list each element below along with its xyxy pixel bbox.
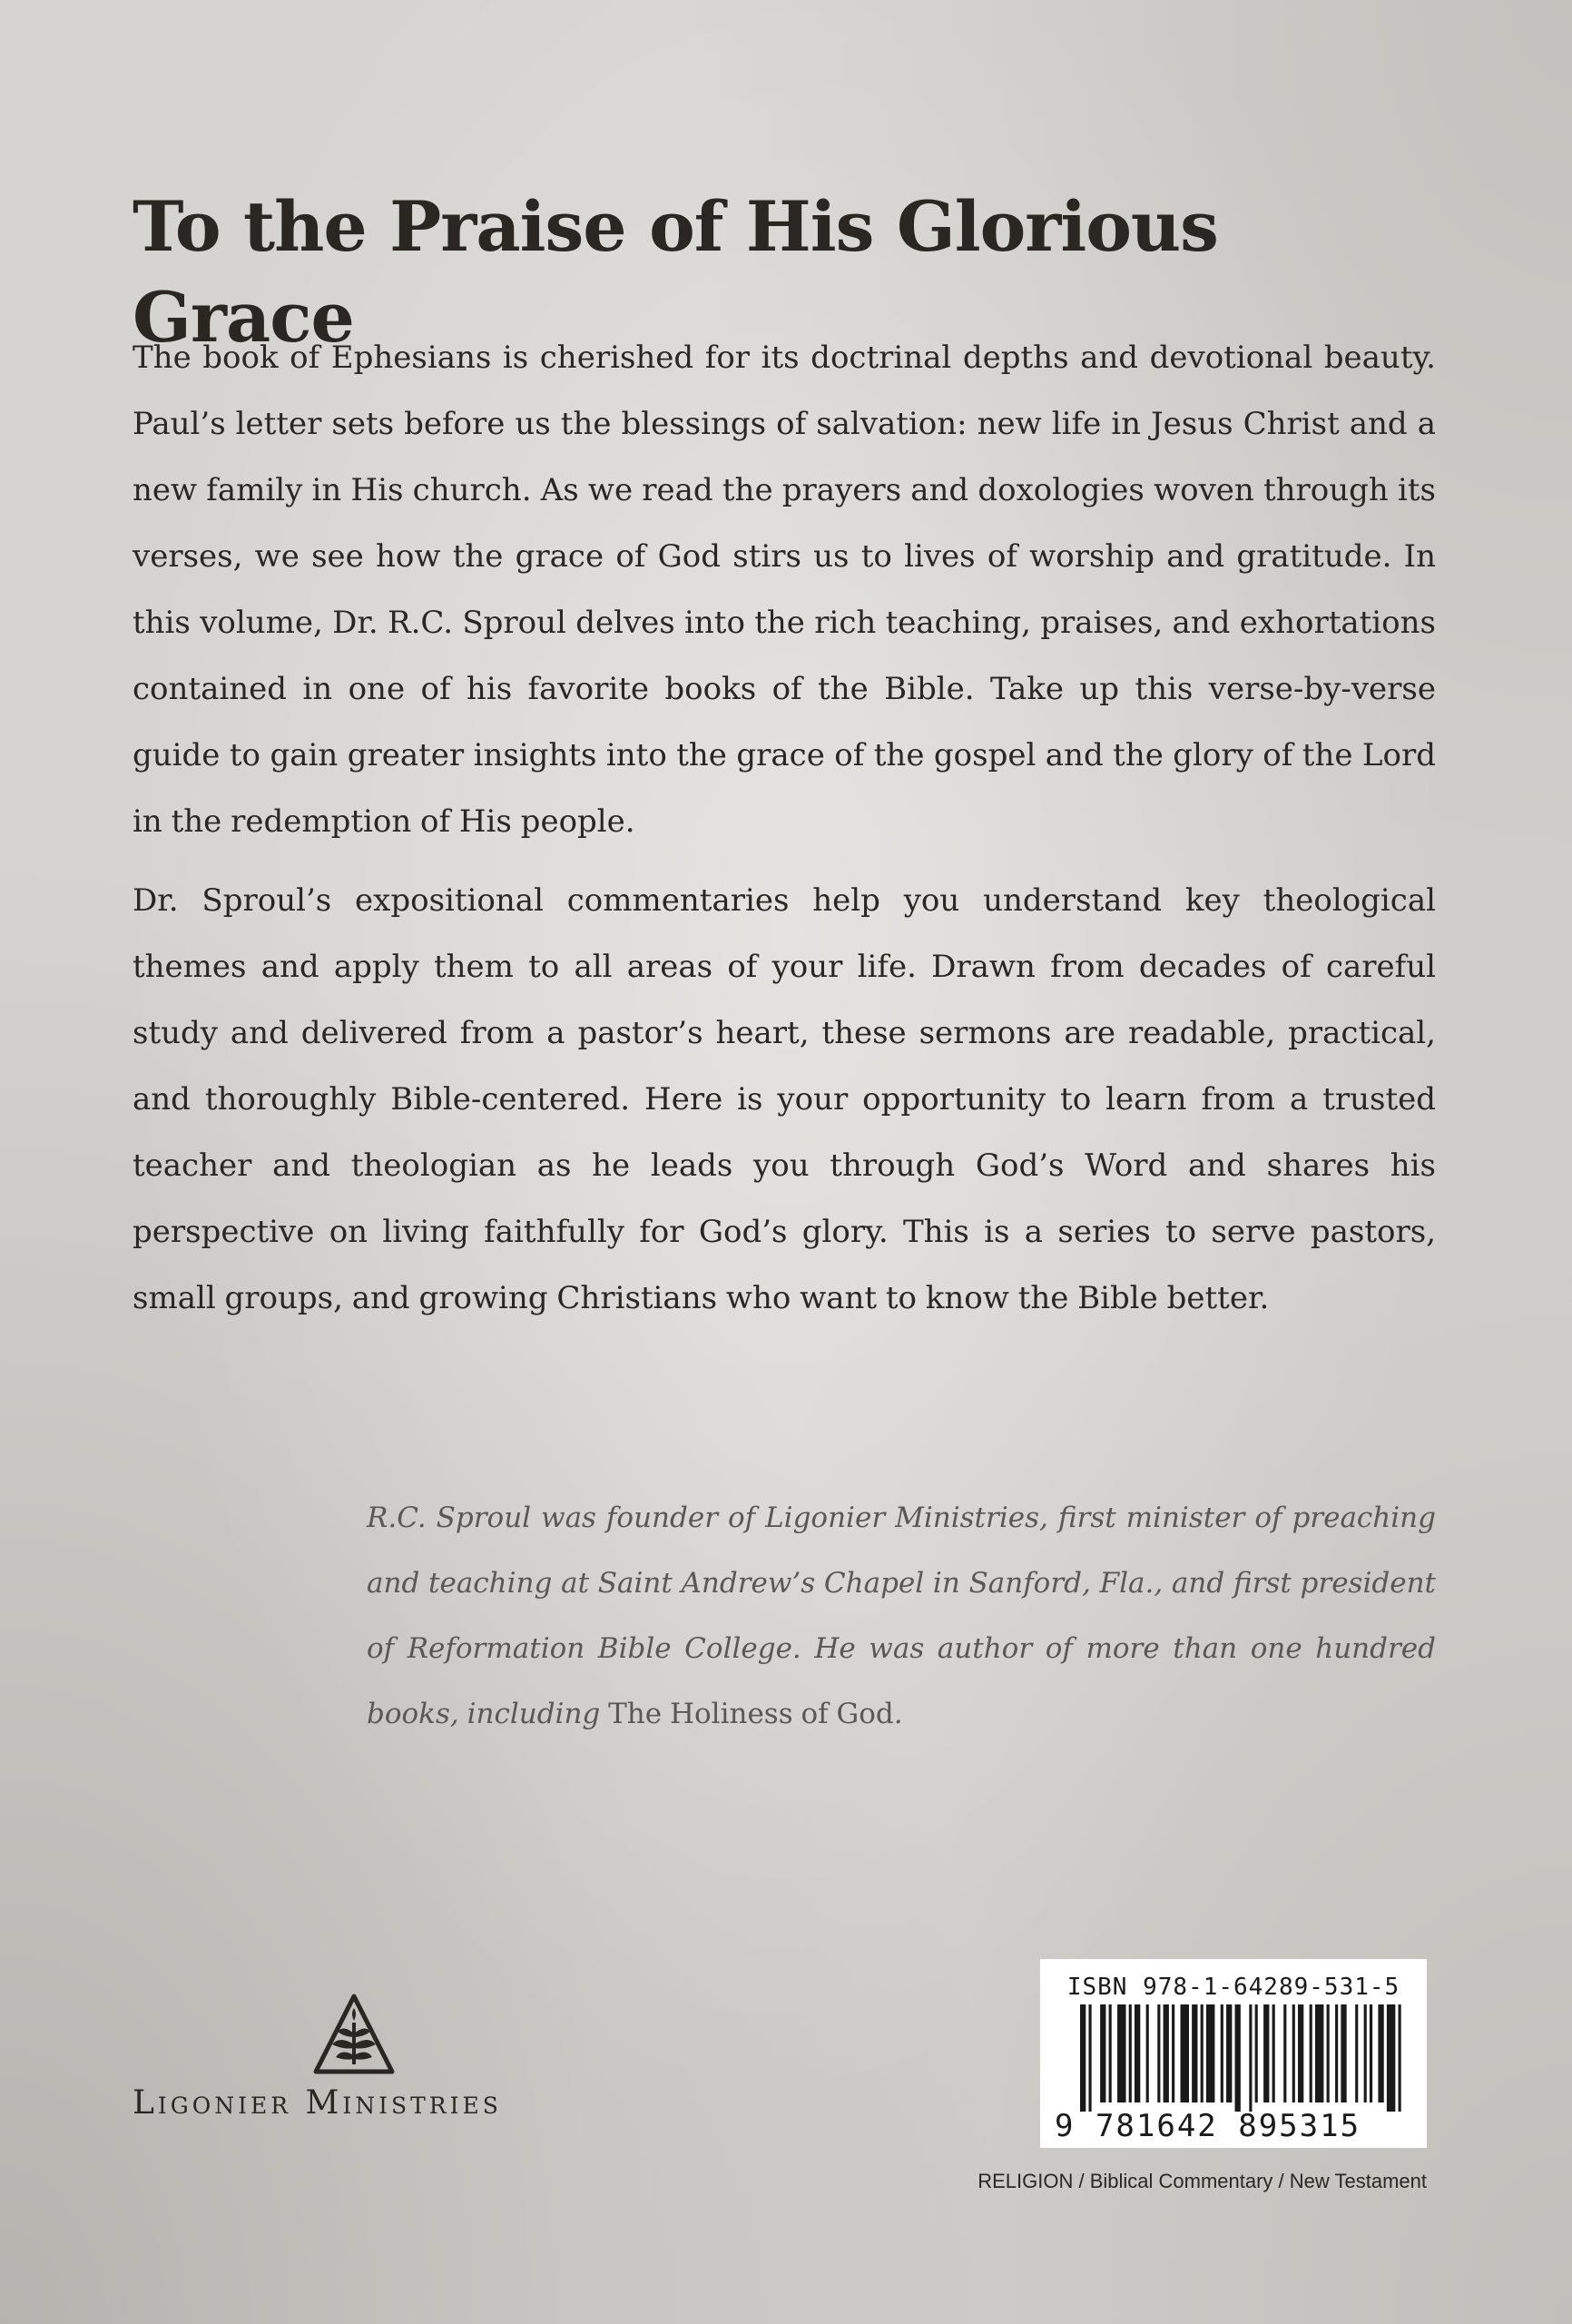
barcode-bar	[1100, 2004, 1105, 2102]
barcode-bar	[1315, 2004, 1323, 2102]
barcode-bar	[1129, 2004, 1132, 2102]
barcode-bar	[1164, 2004, 1169, 2102]
barcode-bar	[1327, 2004, 1330, 2102]
barcode-bar	[1201, 2004, 1204, 2102]
barcode-bar	[1283, 2004, 1286, 2102]
author-book-title: The Holiness of God	[608, 1698, 894, 1730]
publisher-name: Ligonier Ministries	[133, 2084, 502, 2122]
isbn-barcode	[1040, 1959, 1427, 2148]
ligonier-tree-icon	[310, 1994, 398, 2075]
author-bio-end: .	[893, 1698, 903, 1730]
barcode-bar	[1263, 2004, 1269, 2102]
barcode-bar	[1335, 2004, 1338, 2102]
barcode-bar	[1292, 2004, 1295, 2102]
barcode-bar	[1255, 2004, 1258, 2102]
barcode-bar	[1249, 2004, 1252, 2112]
publisher-logo	[133, 1994, 604, 2130]
barcode-bar	[1221, 2004, 1223, 2102]
barcode-bar	[1135, 2004, 1140, 2102]
barcode-bar	[1117, 2004, 1125, 2102]
barcode-bar	[1387, 2004, 1395, 2112]
category-label: RELIGION / Biblical Commentary / New Testament	[978, 2170, 1427, 2192]
barcode-bar	[1206, 2004, 1214, 2102]
barcode-digits: 9 781642 895315	[1055, 2108, 1361, 2144]
barcode-bar	[1341, 2004, 1346, 2102]
barcode-bar	[1226, 2004, 1232, 2102]
barcode-bar	[1172, 2004, 1174, 2102]
barcode-bar	[1364, 2004, 1367, 2102]
description-paragraph-1: The book of Ephesians is cherished for its doctrinal depths and devotional beauty. Paul’s letter sets before us the blessings of salvation: new life in Jesus Christ and a new family in His church. As we read the prayers and doxologies woven through its verses, we see how the grace of God stirs us to lives of worship and gratitude. In this volume, Dr. R.C. Sproul delves into the rich teaching, praises, and exhortations contained in one of his favorite books of the Bible. Take up this verse-by-verse guide to gain greater insights into the grace of the gospel and the glory of the Lord in the redemption of His people.	[133, 340, 1436, 840]
barcode-bar	[1298, 2004, 1303, 2102]
barcode-bar	[1378, 2004, 1383, 2102]
barcode-bar	[1181, 2004, 1189, 2102]
barcode-bar	[1235, 2004, 1241, 2112]
barcode-bar	[1355, 2004, 1358, 2102]
barcode-bar	[1146, 2004, 1149, 2102]
barcode-bar	[1272, 2004, 1275, 2102]
cover-headline: To the Praise of His Glorious Grace	[133, 186, 1218, 358]
isbn-label: ISBN 978-1-64289-531-5	[1066, 1974, 1400, 2001]
barcode-bar	[1157, 2004, 1160, 2102]
barcode-bar	[1399, 2004, 1401, 2112]
barcode-bar	[1370, 2004, 1372, 2102]
author-bio	[367, 1485, 1436, 1747]
barcode-bar	[1192, 2004, 1197, 2102]
barcode-bars	[1080, 2004, 1407, 2112]
barcode-bar	[1088, 2004, 1091, 2112]
author-bio-text: R.C. Sproul was founder of Ligonier Ministries, first minister of preaching and teaching at Saint Andrew’s Chapel in Sanford, Fla., and first president of Reformation Bible College. He was author of more than one hundred books, including	[367, 1502, 1436, 1730]
barcode-bar	[1310, 2004, 1312, 2102]
barcode-bar	[1080, 2004, 1086, 2112]
description-paragraph-2: Dr. Sproul’s expositional commentaries help you understand key theological themes and apply them to all areas of your life. Drawn from decades of careful study and delivered from a pastor’s heart, these sermons are readable, practical, and thoroughly Bible-centered. Here is your opportunity to learn from a trusted teacher and theologian as he leads you through God’s Word and shares his perspective on living faithfully for God’s glory. This is a series to serve pastors, small groups, and growing Christians who want to know the Bible better.	[133, 882, 1436, 1316]
barcode-bar	[1109, 2004, 1112, 2102]
